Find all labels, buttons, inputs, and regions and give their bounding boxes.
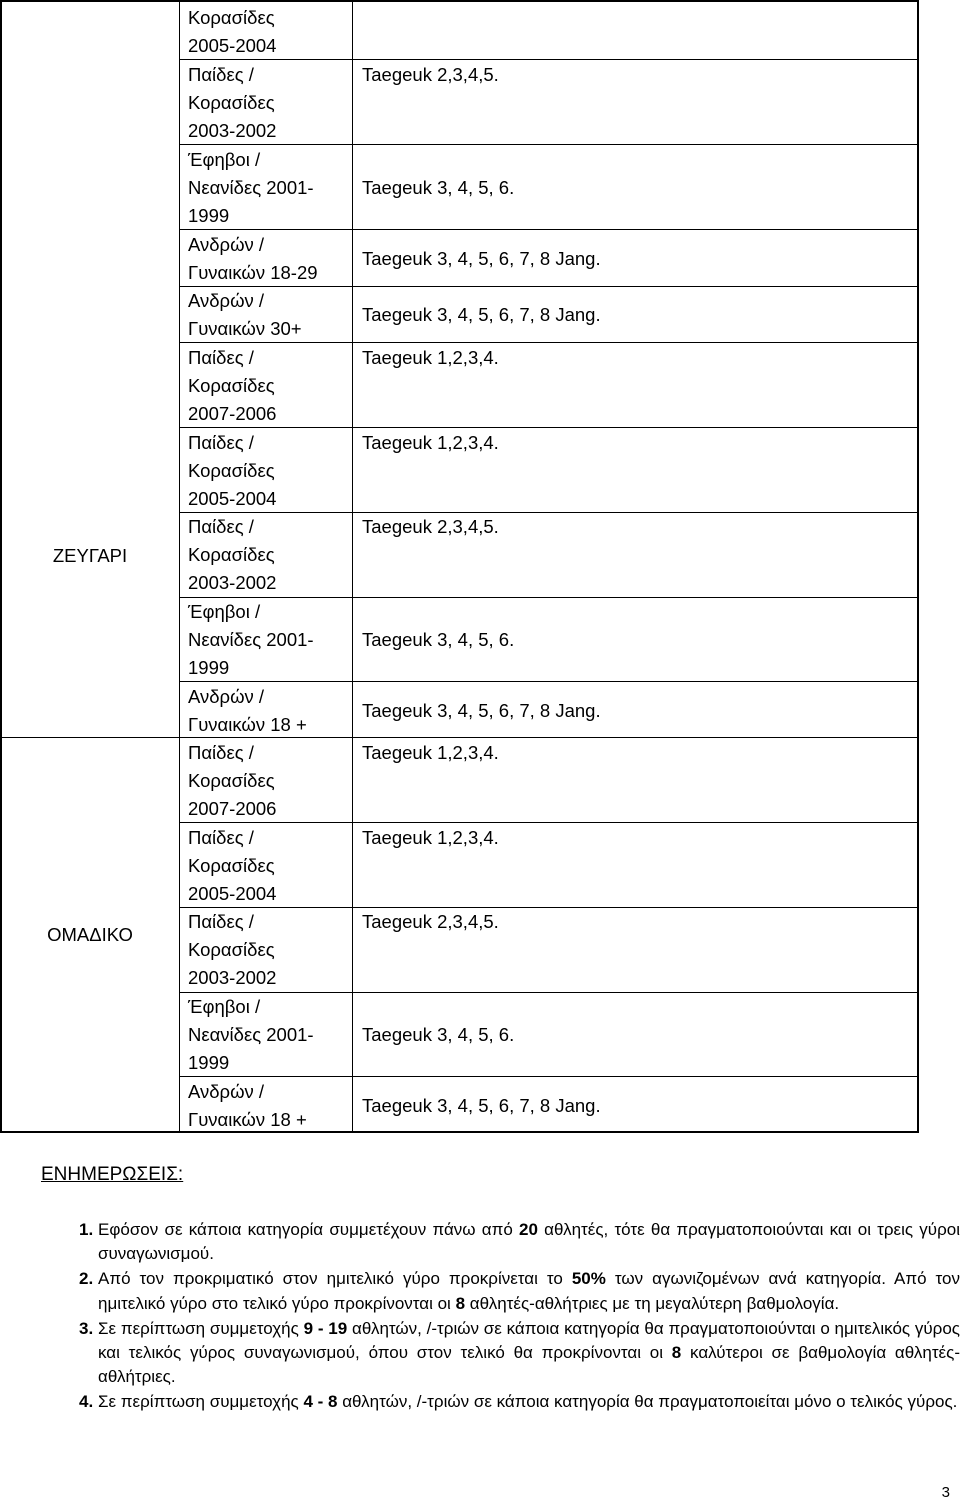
program-cell: Taegeuk 1,2,3,4.: [362, 347, 499, 368]
program-cell: Taegeuk 1,2,3,4.: [362, 827, 499, 848]
note-segment: Σε περίπτωση συμμετοχής: [98, 1392, 304, 1412]
note-highlight: 9 - 19: [303, 1318, 348, 1338]
category-cell: Έφηβοι / Νεανίδες 2001- 1999: [188, 996, 314, 1073]
note-number: 2.: [79, 1269, 94, 1289]
category-cell: Παίδες / Κορασίδες 2003-2002: [188, 516, 277, 593]
category-cell: Παίδες / Κορασίδες 2005-2004: [188, 432, 277, 509]
category-cell: Ανδρών / Γυναικών 18 +: [188, 686, 307, 735]
note-number: 1.: [79, 1220, 94, 1239]
note-item: [79, 1317, 960, 1390]
note-number: 3.: [79, 1318, 94, 1338]
note-segment: αθλητών, /-τριών σε κάποια κατηγορία θα πραγματοποιείται μόνο ο τελικός γύρος.: [337, 1392, 958, 1412]
program-cell: Taegeuk 3, 4, 5, 6, 7, 8 Jang.: [362, 1095, 601, 1116]
group-label-team: ΟΜΑΔΙΚΟ: [47, 924, 133, 945]
group-label-pair: ΖΕΥΓΑΡΙ: [52, 545, 128, 566]
category-cell: Παίδες / Κορασίδες 2007-2006: [188, 742, 277, 819]
category-cell: Ανδρών / Γυναικών 18 +: [188, 1081, 307, 1130]
note-segment: Εφόσον σε κάποια κατηγορία συμμετέχουν πάνω από: [98, 1220, 519, 1239]
program-cell: Taegeuk 3, 4, 5, 6.: [362, 177, 515, 198]
program-cell: Taegeuk 1,2,3,4.: [362, 432, 499, 453]
note-text: [98, 1220, 960, 1263]
note-text: [98, 1269, 960, 1312]
note-text: [98, 1392, 957, 1411]
note-item: [79, 1267, 960, 1315]
program-cell: Taegeuk 2,3,4,5.: [362, 516, 499, 537]
note-highlight: 8: [455, 1293, 466, 1313]
program-cell: Taegeuk 3, 4, 5, 6, 7, 8 Jang.: [362, 248, 601, 269]
program-cell: Taegeuk 2,3,4,5.: [362, 911, 499, 932]
note-highlight: 20: [519, 1220, 538, 1239]
notes-list: [79, 1218, 960, 1415]
program-cell: Taegeuk 3, 4, 5, 6, 7, 8 Jang.: [362, 700, 601, 721]
page-number: 3: [941, 1484, 950, 1501]
program-cell: Taegeuk 3, 4, 5, 6, 7, 8 Jang.: [362, 304, 601, 325]
note-segment: αθλητών, /-τριών σε κάποια κατηγορία θα πραγματοποιούνται ο ημιτελικός γύρος και τελικός γύρος συναγωνισμού, όπου στον τελικό θα προκρίνονται οι: [98, 1318, 960, 1363]
category-cell: Έφηβοι / Νεανίδες 2001- 1999: [188, 601, 314, 678]
note-segment: Σε περίπτωση συμμετοχής: [98, 1318, 304, 1338]
note-segment: Από τον προκριματικό στον ημιτελικό γύρο προκρίνεται το: [98, 1269, 572, 1289]
note-highlight: 4 - 8: [303, 1392, 338, 1412]
category-cell: Παίδες / Κορασίδες 2005-2004: [188, 827, 277, 904]
note-highlight: 50%: [571, 1269, 606, 1289]
note-item: [79, 1218, 960, 1266]
note-text: [98, 1319, 960, 1386]
notes-heading: ΕΝΗΜΕΡΩΣΕΙΣ:: [41, 1164, 184, 1185]
note-segment: των αγωνιζομένων ανά κατηγορία. Από τον ημιτελικό γύρο στο τελικό γύρο προκρίνονται οι: [98, 1269, 960, 1313]
program-cell: Taegeuk 3, 4, 5, 6.: [362, 629, 515, 650]
category-cell: Ανδρών / Γυναικών 30+: [188, 290, 302, 339]
category-cell: Ανδρών / Γυναικών 18-29: [188, 234, 318, 283]
program-cell: Taegeuk 1,2,3,4.: [362, 742, 499, 763]
program-cell: Taegeuk 2,3,4,5.: [362, 64, 499, 85]
program-cell: Taegeuk 3, 4, 5, 6.: [362, 1024, 515, 1045]
note-segment: αθλητές, τότε θα πραγματοποιούνται και οι τρεις γύροι συναγωνισμού.: [98, 1220, 960, 1264]
category-cell: Παίδες / Κορασίδες 2007-2006: [188, 347, 277, 424]
note-item: [79, 1390, 960, 1414]
note-segment: αθλητές-αθλήτριες με τη μεγαλύτερη βαθμολογία.: [465, 1293, 840, 1313]
note-highlight: 8: [671, 1343, 682, 1363]
note-segment: καλύτεροι σε βαθμολογία αθλητές-αθλήτριες.: [98, 1343, 960, 1387]
category-cell: Παίδες / Κορασίδες 2003-2002: [188, 64, 277, 141]
category-cell: Παίδες / Κορασίδες 2003-2002: [188, 911, 277, 988]
category-cell: Έφηβοι / Νεανίδες 2001- 1999: [188, 149, 314, 226]
note-number: 4.: [79, 1392, 94, 1412]
category-cell: Κορασίδες 2005-2004: [188, 7, 277, 56]
